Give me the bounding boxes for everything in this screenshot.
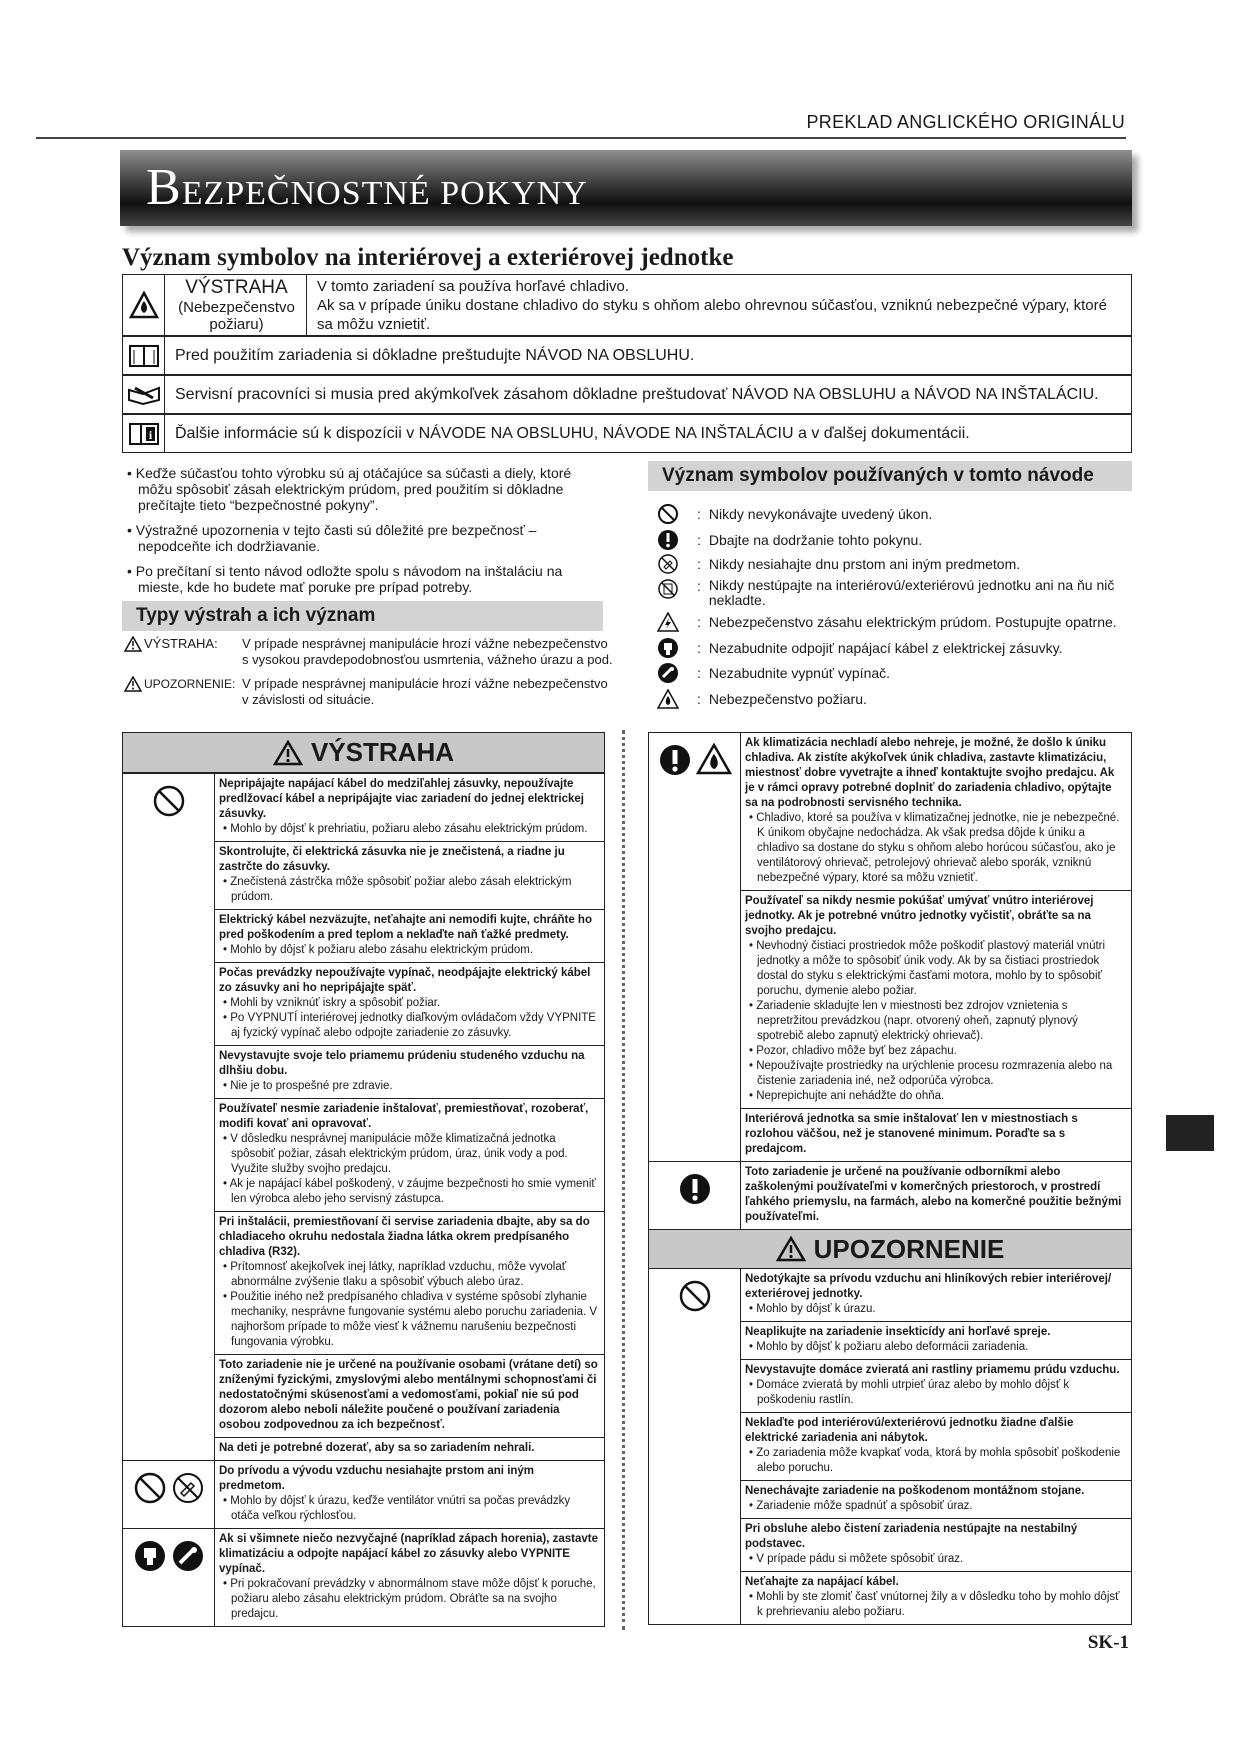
- symbol-row: : Nikdy nevykonávajte uvedený úkon.: [655, 504, 1135, 524]
- symbol-row: : Nikdy nesiahajte dnu prstom ani iným predmetom.: [655, 554, 1135, 574]
- leak-icons: [649, 733, 741, 1161]
- service-manual-icon: [123, 376, 165, 413]
- warning-item-title: Ak si všimnete niečo nezvyčajné (napríklad zápach horenia), zastavte klimatizáciu a odpojte napájací kábel zo zásuvky alebo VYPNITE vypínač.: [219, 1533, 599, 1575]
- warning-item: [741, 733, 1131, 890]
- warning-item: [741, 890, 1131, 1108]
- warning-item-title: Neaplikujte na zariadenie insekticídy ani horľavé spreje.: [745, 1326, 1051, 1338]
- warning-item-detail: • Nevhodný čistiaci prostriedok môže poškodiť plastový materiál vnútri jednotky a môže to spôsobiť únik vody. Ak by sa čistiaci prostriedok dostal do styku s elektrickými časťami motora, mohlo by to spôsobiť poruchu, dymenie alebo požiar.: [749, 940, 1106, 997]
- warning-item-title: Používateľ sa nikdy nesmie pokúšať umývať vnútro interiérovej jednotky. Ak je potrebné vnútro jednotky vyčistiť, obráťte sa na svojho predajcu.: [745, 895, 1094, 937]
- warning-item: [215, 1529, 604, 1626]
- warning-item-title: Toto zariadenie nie je určené na používanie osobami (vrátane detí) so zníženými fyzickými, zmyslovými alebo mentálnymi schopnosťami či nedostatočnými skúsenosťami a vedomosťami, pokiaľ nie sú pod dozorom alebo neboli náležite poučené o používaní zariadenia osobou zodpovednou za ich bezpečnosť.: [219, 1359, 598, 1431]
- no-finger-icon: [655, 553, 681, 575]
- manual-icon: [123, 337, 165, 374]
- warning-item-title: Nedotýkajte sa prívodu vzduchu ani hliníkových rebier interiérovej/ exteriérovej jednotky.: [745, 1273, 1112, 1300]
- right-warning-section-pro: [649, 1161, 1131, 1229]
- finger-block: [215, 1461, 604, 1528]
- warn-sub: (Nebezpečenstvo požiaru): [178, 299, 295, 333]
- warning-item-detail: • Neprepichujte ani nehádžte do ohňa.: [749, 1090, 945, 1102]
- types-caut-text: V prípade nesprávnej manipulácie hrozí vážne nebezpečenstvo v závislosti od situácie.: [242, 676, 608, 707]
- symbol-row: : Nezabudnite vypnúť vypínač.: [655, 663, 1135, 683]
- intro-item: • Po prečítaní si tento návod odložte spolu s návodom na inštaláciu na mieste, kde ho budete mať poruke pre prípad potreby.: [127, 563, 563, 595]
- symtable-row-service: [122, 375, 1132, 414]
- no-finger-icon: [171, 1471, 205, 1505]
- warning-item: [215, 1098, 604, 1211]
- switch-off-icon: [171, 1539, 205, 1573]
- intro-item: • Keďže súčasťou tohto výrobku sú aj otáčajúce sa súčasti a diely, ktoré môžu spôsobiť zásah elektrickým prúdom, pred použitím si dôkladne prečítajte tieto “bezpečnostné pokyny”.: [127, 465, 572, 513]
- warning-item: [215, 909, 604, 962]
- warning-item-detail: • Zo zariadenia môže kvapkať voda, ktorá by mohla spôsobiť poškodenie alebo poruchu.: [749, 1447, 1121, 1474]
- warning-item-detail: • Mohlo by dôjsť k požiaru alebo zásahu elektrickým prúdom.: [223, 944, 534, 956]
- warning-item: [215, 962, 604, 1045]
- symbol-row: : Nebezpečenstvo zásahu elektrickým prúdom. Postupujte opatrne.: [655, 612, 1135, 632]
- warning-item-detail: • V dôsledku nesprávnej manipulácie môže klimatizačná jednotka spôsobiť požiar, zásah elektrickým prúdom, úraz, únik vody a pod. Využite služby svojho predajcu.: [223, 1133, 568, 1175]
- pro-block: [741, 1162, 1131, 1229]
- warning-item: [741, 1321, 1131, 1359]
- symbols-title: Význam symbolov používaných v tomto návode: [648, 461, 1132, 491]
- fire-icon: [696, 743, 732, 775]
- prohibition-icon: [649, 1269, 741, 1624]
- warning-item: [215, 1437, 604, 1460]
- page-number: SK-1: [1087, 1632, 1129, 1653]
- warning-item-title: Neťahajte za napájací kábel.: [745, 1576, 899, 1588]
- fire-icon: [655, 688, 681, 710]
- electric-shock-icon: [655, 611, 681, 633]
- warning-item: [741, 1359, 1131, 1412]
- prohibition-icon: [123, 774, 215, 1460]
- warning-triangle-icon: [273, 740, 303, 766]
- warning-item: [215, 841, 604, 909]
- service-text: Servisní pracovníci si musia pred akýmkoľvek zásahom dôkladne preštudovať NÁVOD NA OBSLUHU a NÁVOD NA INŠTALÁCIU.: [175, 386, 1099, 403]
- warning-item-detail: • Pri pokračovaní prevádzky v abnormálnom stave môže dôjsť k poruche, požiaru alebo zásahu elektrickým prúdom. Obráťte sa na svojho predajcu.: [223, 1578, 596, 1620]
- symbol-row: : Nebezpečenstvo požiaru.: [655, 689, 1135, 709]
- title-banner: [120, 150, 1132, 226]
- warning-item-title: Neklaďte pod interiérovú/exteriérovú jednotku žiadne ďalšie elektrické zariadenia ani nábytok.: [745, 1417, 1074, 1444]
- title-cap: B: [146, 159, 182, 216]
- info-text: Ďalšie informácie sú k dispozícii v NÁVODE NA OBSLUHU, NÁVODE NA INŠTALÁCIU a v ďalšej dokumentácii.: [175, 425, 970, 442]
- warning-item: [741, 1480, 1131, 1518]
- warning-item-title: Pri obsluhe alebo čistení zariadenia nestúpajte na nestabilný podstavec.: [745, 1523, 1078, 1550]
- warning-item-detail: • Po VYPNUTÍ interiérovej jednotky diaľkovým ovládačom vždy VYPNITE aj fyzický vypínač alebo odpojte zariadenie zo zásuvky.: [223, 1012, 596, 1039]
- caution-section: [649, 1269, 1131, 1624]
- warning-item: [215, 1461, 604, 1528]
- warning-triangle-icon: [124, 636, 142, 652]
- symtable-row-manual: [122, 336, 1132, 375]
- svg-text:i: i: [148, 427, 152, 442]
- prohibition-icon: [133, 1471, 167, 1505]
- symbol-row: : Dbajte na dodržanie tohto pokynu.: [655, 530, 1135, 550]
- info-manual-icon: [123, 415, 165, 452]
- warn-text-1: V tomto zariadení sa používa horľavé chladivo.: [317, 278, 630, 295]
- warning-section-abnormal: [123, 1528, 604, 1626]
- types-warn-label: VÝSTRAHA:: [124, 636, 218, 652]
- warn-label: VÝSTRAHA: [185, 277, 288, 298]
- warning-item-detail: • Mohlo by dôjsť k úrazu.: [749, 1303, 876, 1315]
- types-warning: [124, 636, 614, 668]
- abnormal-icons: [123, 1529, 215, 1626]
- warning-item-detail: • Použitie iného než predpísaného chladiva v systéme spôsobí zlyhanie mechaniky, nesprávne fungovanie systému alebo poruchu zariadenia. V najhoršom prípade to môže viesť k vážnemu narušeniu bezpečnosti fungovania výrobku.: [223, 1291, 598, 1348]
- unplug-icon: [655, 637, 681, 659]
- mandatory-icon: [649, 1162, 741, 1229]
- warning-item-detail: • Znečistená zástrčka môže spôsobiť požiar alebo zásah elektrickým prúdom.: [223, 876, 572, 903]
- page-title: [146, 158, 588, 217]
- warning-blocks: [215, 774, 604, 1460]
- types-warn-text: V prípade nesprávnej manipulácie hrozí vážne nebezpečenstvo s vysokou pravdepodobnosťou usmrtenia, vážneho úrazu a pod.: [242, 636, 613, 667]
- warning-item: [741, 1571, 1131, 1624]
- warning-item-title: Skontrolujte, či elektrická zásuvka nie je znečistená, a riadne ju zastrčte do zásuvky.: [219, 846, 565, 873]
- abnormal-block: [215, 1529, 604, 1626]
- warning-item-detail: • Pozor, chladivo môže byť bez zápachu.: [749, 1045, 957, 1057]
- intro-list: [122, 465, 608, 595]
- warning-item-detail: • Prítomnosť akejkoľvek inej látky, napríklad vzduchu, môže vyvolať abnormálne zvýšenie tlaku a spôsobiť výbuch alebo úraz.: [223, 1261, 567, 1288]
- mandatory-icon: [655, 529, 681, 551]
- warning-item: [741, 1269, 1131, 1321]
- warning-item: [741, 1162, 1131, 1229]
- warning-box: [122, 732, 605, 1627]
- intro-item: • Výstražné upozornenia v tejto časti sú dôležité pre bezpečnosť – nepodceňte ich dodržiavanie.: [127, 522, 537, 554]
- caution-blocks: [741, 1269, 1131, 1624]
- right-warning-section-leak: [649, 733, 1131, 1161]
- symtable-row-info: [122, 414, 1132, 453]
- translation-note: PREKLAD ANGLICKÉHO ORIGINÁLU: [806, 112, 1125, 132]
- column-divider: [622, 730, 625, 1630]
- warning-item: [741, 1108, 1131, 1161]
- symbol-row: : Nikdy nestúpajte na interiérovú/exteriérovú jednotku ani na ňu nič nekladte.: [655, 578, 1135, 608]
- right-warning-blocks: [741, 733, 1131, 1161]
- symbol-row: : Nezabudnite odpojiť napájací kábel z elektrickej zásuvky.: [655, 638, 1135, 658]
- manual-text: Pred použitím zariadenia si dôkladne preštudujte NÁVOD NA OBSLUHU.: [175, 347, 695, 364]
- header-rule: [36, 137, 1126, 139]
- warning-section-general: [123, 773, 604, 1460]
- warning-item-detail: • Mohlo by dôjsť k požiaru alebo deformácii zariadenia.: [749, 1341, 1029, 1353]
- warning-item-title: Nevystavujte domáce zvieratá ani rastliny priamemu prúdu vzduchu.: [745, 1364, 1120, 1376]
- warning-item-title: Nepripájajte napájací kábel do medziľahlej zásuvky, nepoužívajte predlžovací kábel a nepripájajte viac zariadení do jednej elektrickej zásuvky.: [219, 778, 584, 820]
- warning-item: [215, 1045, 604, 1098]
- warning-item-detail: • Mohlo by dôjsť k úrazu, keďže ventilátor vnútri sa počas prevádzky otáča veľkou rýchlosťou.: [223, 1495, 571, 1522]
- warning-item-detail: • Domáce zvieratá by mohli utrpieť úraz alebo by mohlo dôjsť k poškodeniu rastlín.: [749, 1379, 1070, 1406]
- caution-title: UPOZORNENIE: [649, 1229, 1131, 1269]
- warning-item-detail: • V prípade pádu si môžete spôsobiť úraz.: [749, 1553, 964, 1565]
- warning-item-detail: • Zariadenie môže spadnúť a spôsobiť úraz.: [749, 1500, 973, 1512]
- right-warning-box: [648, 732, 1132, 1625]
- warning-item-detail: • Mohlo by dôjsť k prehriatiu, požiaru alebo zásahu elektrickým prúdom.: [223, 823, 588, 835]
- warning-item-detail: • Zariadenie skladujte len v miestnosti bez zdrojov vznietenia s nepretržitou prevádzkou (napr. otvorený oheň, zapnutý plynový spotrebič alebo zapnutý elektrický ohrievač).: [749, 1000, 1078, 1042]
- switch-off-icon: [655, 662, 681, 684]
- unplug-icon: [133, 1539, 167, 1573]
- warning-item-title: Nevystavujte svoje telo priamemu prúdeniu studeného vzduchu na dlhšiu dobu.: [219, 1050, 585, 1077]
- mandatory-icon: [658, 743, 692, 777]
- warning-item: [215, 1354, 604, 1437]
- types-title: Typy výstrah a ich význam: [122, 601, 603, 631]
- warning-item-title: Do prívodu a vývodu vzduchu nesiahajte prstom ani iným predmetom.: [219, 1465, 535, 1492]
- caution-triangle-icon: [124, 676, 142, 692]
- caution-triangle-icon: [776, 1236, 806, 1262]
- fire-warning-icon: [123, 275, 165, 335]
- warning-item-detail: • Mohli by vzniknúť iskry a spôsobiť požiar.: [223, 997, 441, 1009]
- types-caution: [124, 676, 614, 708]
- warning-item-detail: • Ak je napájací kábel poškodený, v záujme bezpečnosti ho smie vymeniť len výrobca alebo jeho servisný zástupca.: [223, 1178, 596, 1205]
- warning-item-title: Pri inštalácii, premiestňovaní či servise zariadenia dbajte, aby sa do chladiaceho okruhu nedostala žiadna látka okrem predpísaného chladiva (R32).: [219, 1216, 590, 1258]
- warning-item: [215, 1211, 604, 1354]
- symtable-row-warning: [122, 274, 1132, 336]
- warn-text-2: Ak sa v prípade úniku dostane chladivo do styku s ohňom alebo ohrevnou súčasťou, vzniknú nebezpečné výpary, ktoré sa môžu vznietiť.: [317, 297, 1107, 333]
- warning-item: [741, 1518, 1131, 1571]
- warning-item-title: Na deti je potrebné dozerať, aby sa so zariadením nehrali.: [219, 1442, 535, 1454]
- types-caut-label: UPOZORNENIE:: [124, 676, 235, 692]
- warning-item: [215, 774, 604, 841]
- warning-item-title: Elektrický kábel nezväzujte, neťahajte ani nemodifi kujte, chráňte ho pred poškodením a pred teplom a neklaďte naň ťažké predmety.: [219, 914, 592, 941]
- warning-item-title: Počas prevádzky nepoužívajte vypínač, neodpájajte elektrický kábel zo zásuvky ani ho nepripájajte späť.: [219, 967, 591, 994]
- warning-item-title: Interiérová jednotka sa smie inštalovať len v miestnostiach s rozlohou väčšou, než je stanovené minimum. Poraďte sa s predajcom.: [745, 1113, 1078, 1155]
- warning-item-title: Toto zariadenie je určené na používanie odborníkmi alebo zaškolenými používateľmi v komerčných priestoroch, v prostredí ľahkého priemyslu, na farmách, alebo na komerčné použitie bežnými používateľmi.: [745, 1166, 1122, 1223]
- warning-item-title: Ak klimatizácia nechladí alebo nehreje, je možné, že došlo k úniku chladiva. Ak zistíte akýkoľvek únik chladiva, zastavte klimatizáciu, miestnosť dobre vyvetrajte a ihneď kontaktujte svojho predajcu. Ak je v rámci opravy potrebné doplniť do zariadenia chladivo, opýtajte sa na podrobnosti servisného technika.: [745, 737, 1115, 809]
- warning-title: VÝSTRAHA: [123, 733, 604, 773]
- warning-item-title: Používateľ nesmie zariadenie inštalovať, premiestňovať, rozoberať, modifi kovať ani opravovať.: [219, 1103, 589, 1130]
- title-rest: EZPEČNOSTNÉ POKYNY: [181, 175, 588, 212]
- no-step-icon: [655, 578, 681, 600]
- warning-item-detail: • Nie je to prospešné pre zdravie.: [223, 1080, 393, 1092]
- warning-section-finger: [123, 1460, 604, 1528]
- side-tab: [1166, 1115, 1214, 1151]
- warning-item-detail: • Nepoužívajte prostriedky na urýchlenie procesu rozmrazenia alebo na čistenie zariadenia iné, než odporúča výrobca.: [749, 1060, 1113, 1087]
- prohibition-icon: [655, 503, 681, 525]
- warning-item-detail: • Chladivo, ktoré sa používa v klimatizačnej jednotke, nie je nebezpečné. K únikom obyčajne nedochádza. Ak však predsa dôjde k úniku a chladivo sa dostane do styku s ohňom alebo horúcou súčasťou, ako je ventilátorový ohrievač, petrolejový ohrievač alebo sporák, vzniknú nebezpečné výpary, ktoré sa môžu vznietiť.: [749, 812, 1120, 884]
- section-title: Význam symbolov na interiérovej a exteriérovej jednotke: [122, 244, 734, 271]
- warning-item-title: Nenechávajte zariadenie na poškodenom montážnom stojane.: [745, 1485, 1085, 1497]
- finger-icons: [123, 1461, 215, 1528]
- warning-item: [741, 1412, 1131, 1480]
- warning-item-detail: • Mohli by ste zlomiť časť vnútornej žily a v dôsledku toho by mohlo dôjsť k prehrievaniu alebo požiaru.: [749, 1591, 1120, 1618]
